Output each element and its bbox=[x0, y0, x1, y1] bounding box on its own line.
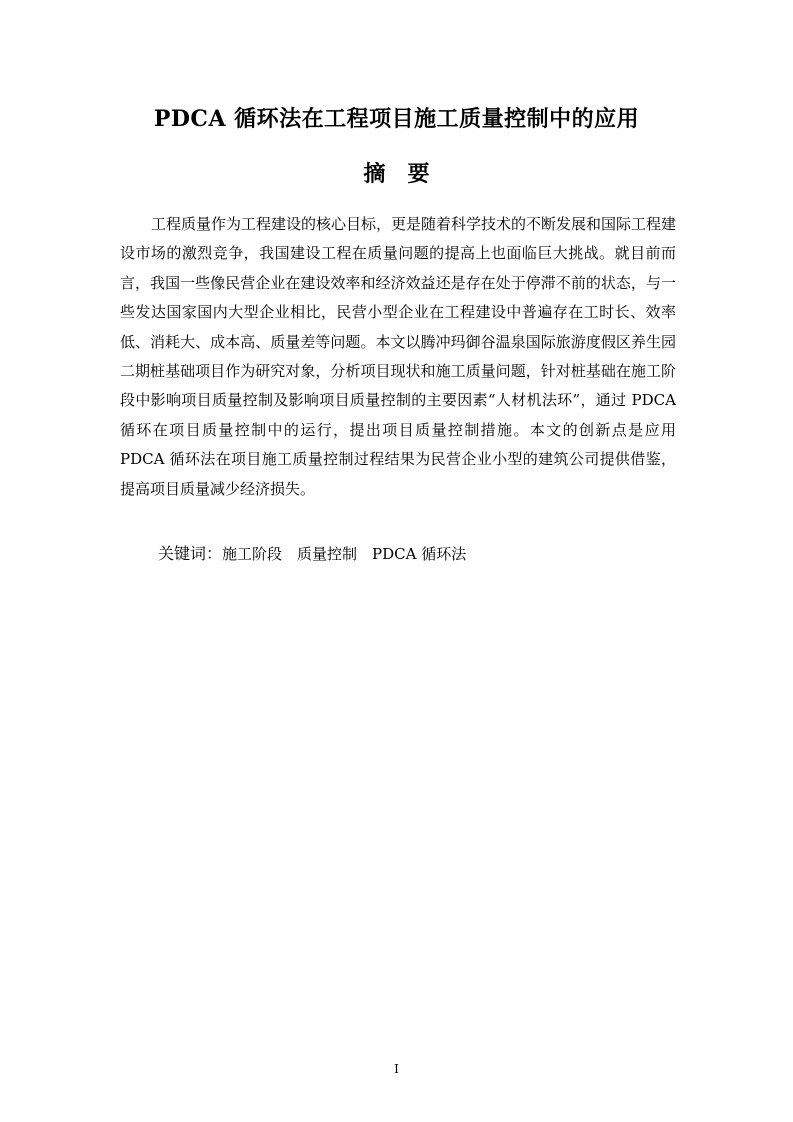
abstract-body: 工程质量作为工程建设的核心目标，更是随着科学技术的不断发展和国际工程建设市场的激烈竞争，我国建设工程在质量问题的提高上也面临巨大挑战。就目前而言，我国一些像民营企业在建设效率和经济效益还是存在处于停滞不前的状态，与一些发达国家国内大型企业相比，民营小型企业在工程建设中普遍存在工时长、效率低、消耗大、成本高、质量差等问题。本文以腾冲玛御谷温泉国际旅游度假区养生园二期桩基础项目作为研究对象，分析项目现状和施工质量问题，针对桩基础在施工阶段中影响项目质量控制及影响项目质量控制的主要因素“人材机法环”，通过 PDCA 循环在项目质量控制中的运行，提出项目质量控制措施。本文的创新点是应用 PDCA 循环法在项目施工质量控制过程结果为民营企业小型的建筑公司提供借鉴，提高项目质量减少经济损失。 bbox=[120, 215, 677, 498]
document-title: PDCA 循环法在工程项目施工质量控制中的应用 bbox=[153, 106, 640, 132]
keyword-item: 施工阶段 bbox=[222, 545, 283, 563]
keywords-line bbox=[158, 541, 678, 567]
keywords-label: 关键词： bbox=[158, 544, 223, 563]
page-number: I bbox=[394, 1062, 399, 1076]
abstract-heading: 摘要 bbox=[363, 162, 452, 187]
keyword-item: 质量控制 bbox=[297, 545, 358, 563]
keyword-item: PDCA 循环法 bbox=[372, 545, 467, 563]
